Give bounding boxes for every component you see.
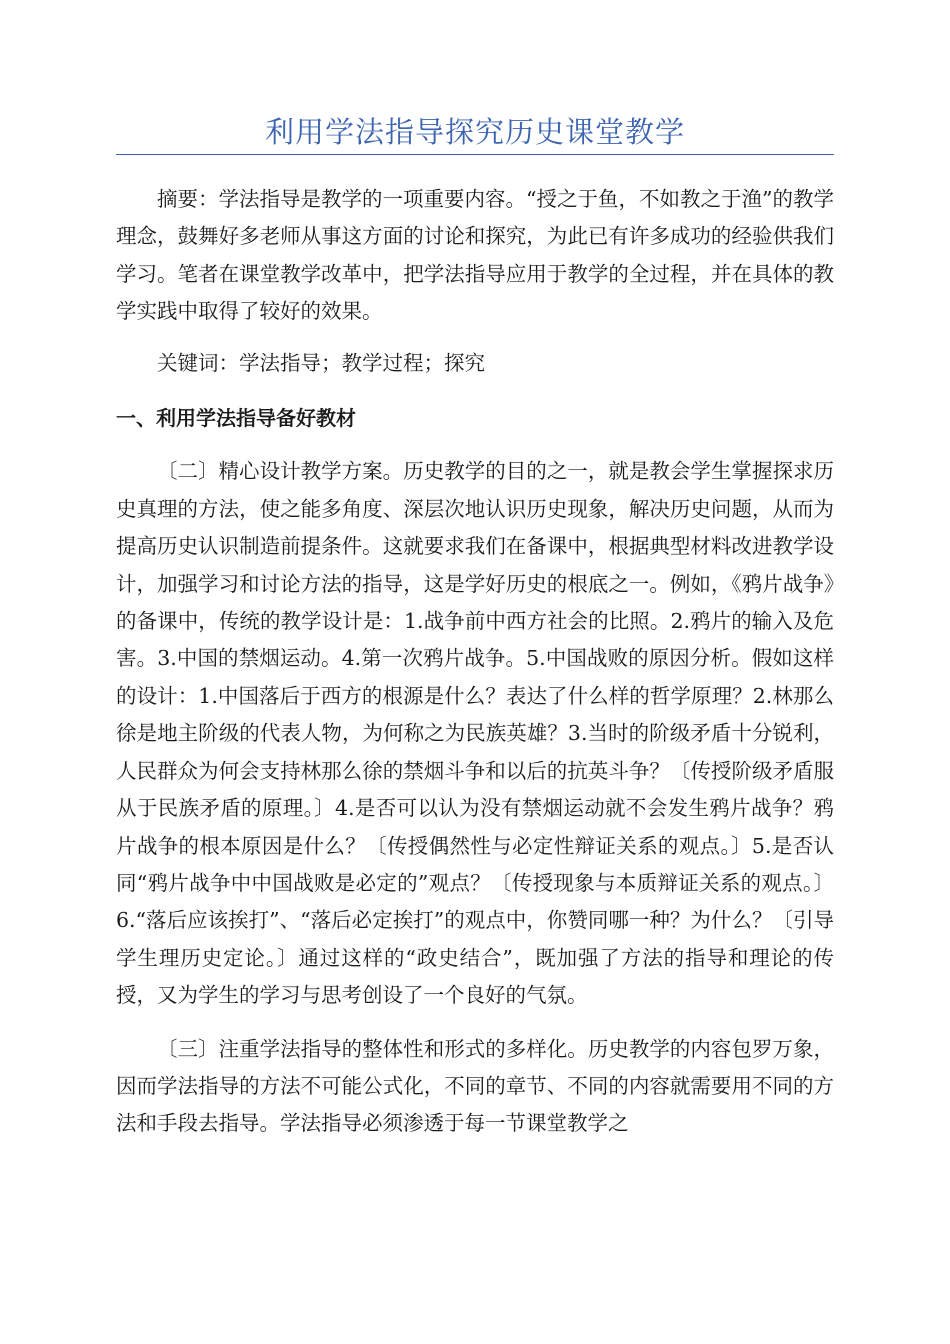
body-paragraph: 〔三〕注重学法指导的整体性和形式的多样化。历史教学的内容包罗万象，因而学法指导的方法不可能公式化，不同的章节、不同的内容就需要用不同的方法和手段去指导。学法指导必须渗透于每一节课堂教学之 [116,1036,834,1136]
keywords-line: 关键词：学法指导；教学过程；探究 [157,350,485,375]
section-heading: 一、利用学法指导备好教材 [116,406,356,431]
body-paragraph: 〔二〕精心设计教学方案。历史教学的目的之一，就是教会学生掌握探求历史真理的方法，使之能多角度、深层次地认识历史现象，解决历史问题，从而为提高历史认识制造前提条件。这就要求我们在备课中，根据典型材料改进教学设计，加强学习和讨论方法的指导，这是学好历史的根底之一。例如，《鸦片战争》的备课中，传统的教学设计是：1.战争前中西方社会的比照。2.鸦片的输入及危害。3.中国的禁烟运动。4.第一次鸦片战争。5.中国战败的原因分析。假如这样的设计：1.中国落后于西方的根源是什么？表达了什么样的哲学原理？2.林那么徐是地主阶级的代表人物，为何称之为民族英雄？3.当时的阶级矛盾十分锐利，人民群众为何会支持林那么徐的禁烟斗争和以后的抗英斗争？〔传授阶级矛盾服从于民族矛盾的原理。〕4.是否可以认为没有禁烟运动就不会发生鸦片战争？鸦片战争的根本原因是什么？〔传授偶然性与必定性辩证关系的观点。〕5.是否认同“鸦片战争中中国战败是必定的”观点？〔传授现象与本质辩证关系的观点。〕6.“落后应该挨打”、“落后必定挨打”的观点中，你赞同哪一种？为什么？〔引导学生理历史定论。〕通过这样的“政史结合”，既加强了方法的指导和理论的传授，又为学生的学习与思考创设了一个良好的气氛。 [116,459,834,1008]
abstract-paragraph: 摘要：学法指导是教学的一项重要内容。“授之于鱼，不如教之于渔”的教学理念，鼓舞好多老师从事这方面的讨论和探究，为此已有许多成功的经验供我们学习。笔者在课堂教学改革中，把学法指导应用于教学的全过程，并在具体的教学实践中取得了较好的效果。 [116,187,834,324]
title-underline [116,154,834,155]
document-title: 利用学法指导探究历史课堂教学 [264,115,685,149]
document-body [116,181,834,1143]
